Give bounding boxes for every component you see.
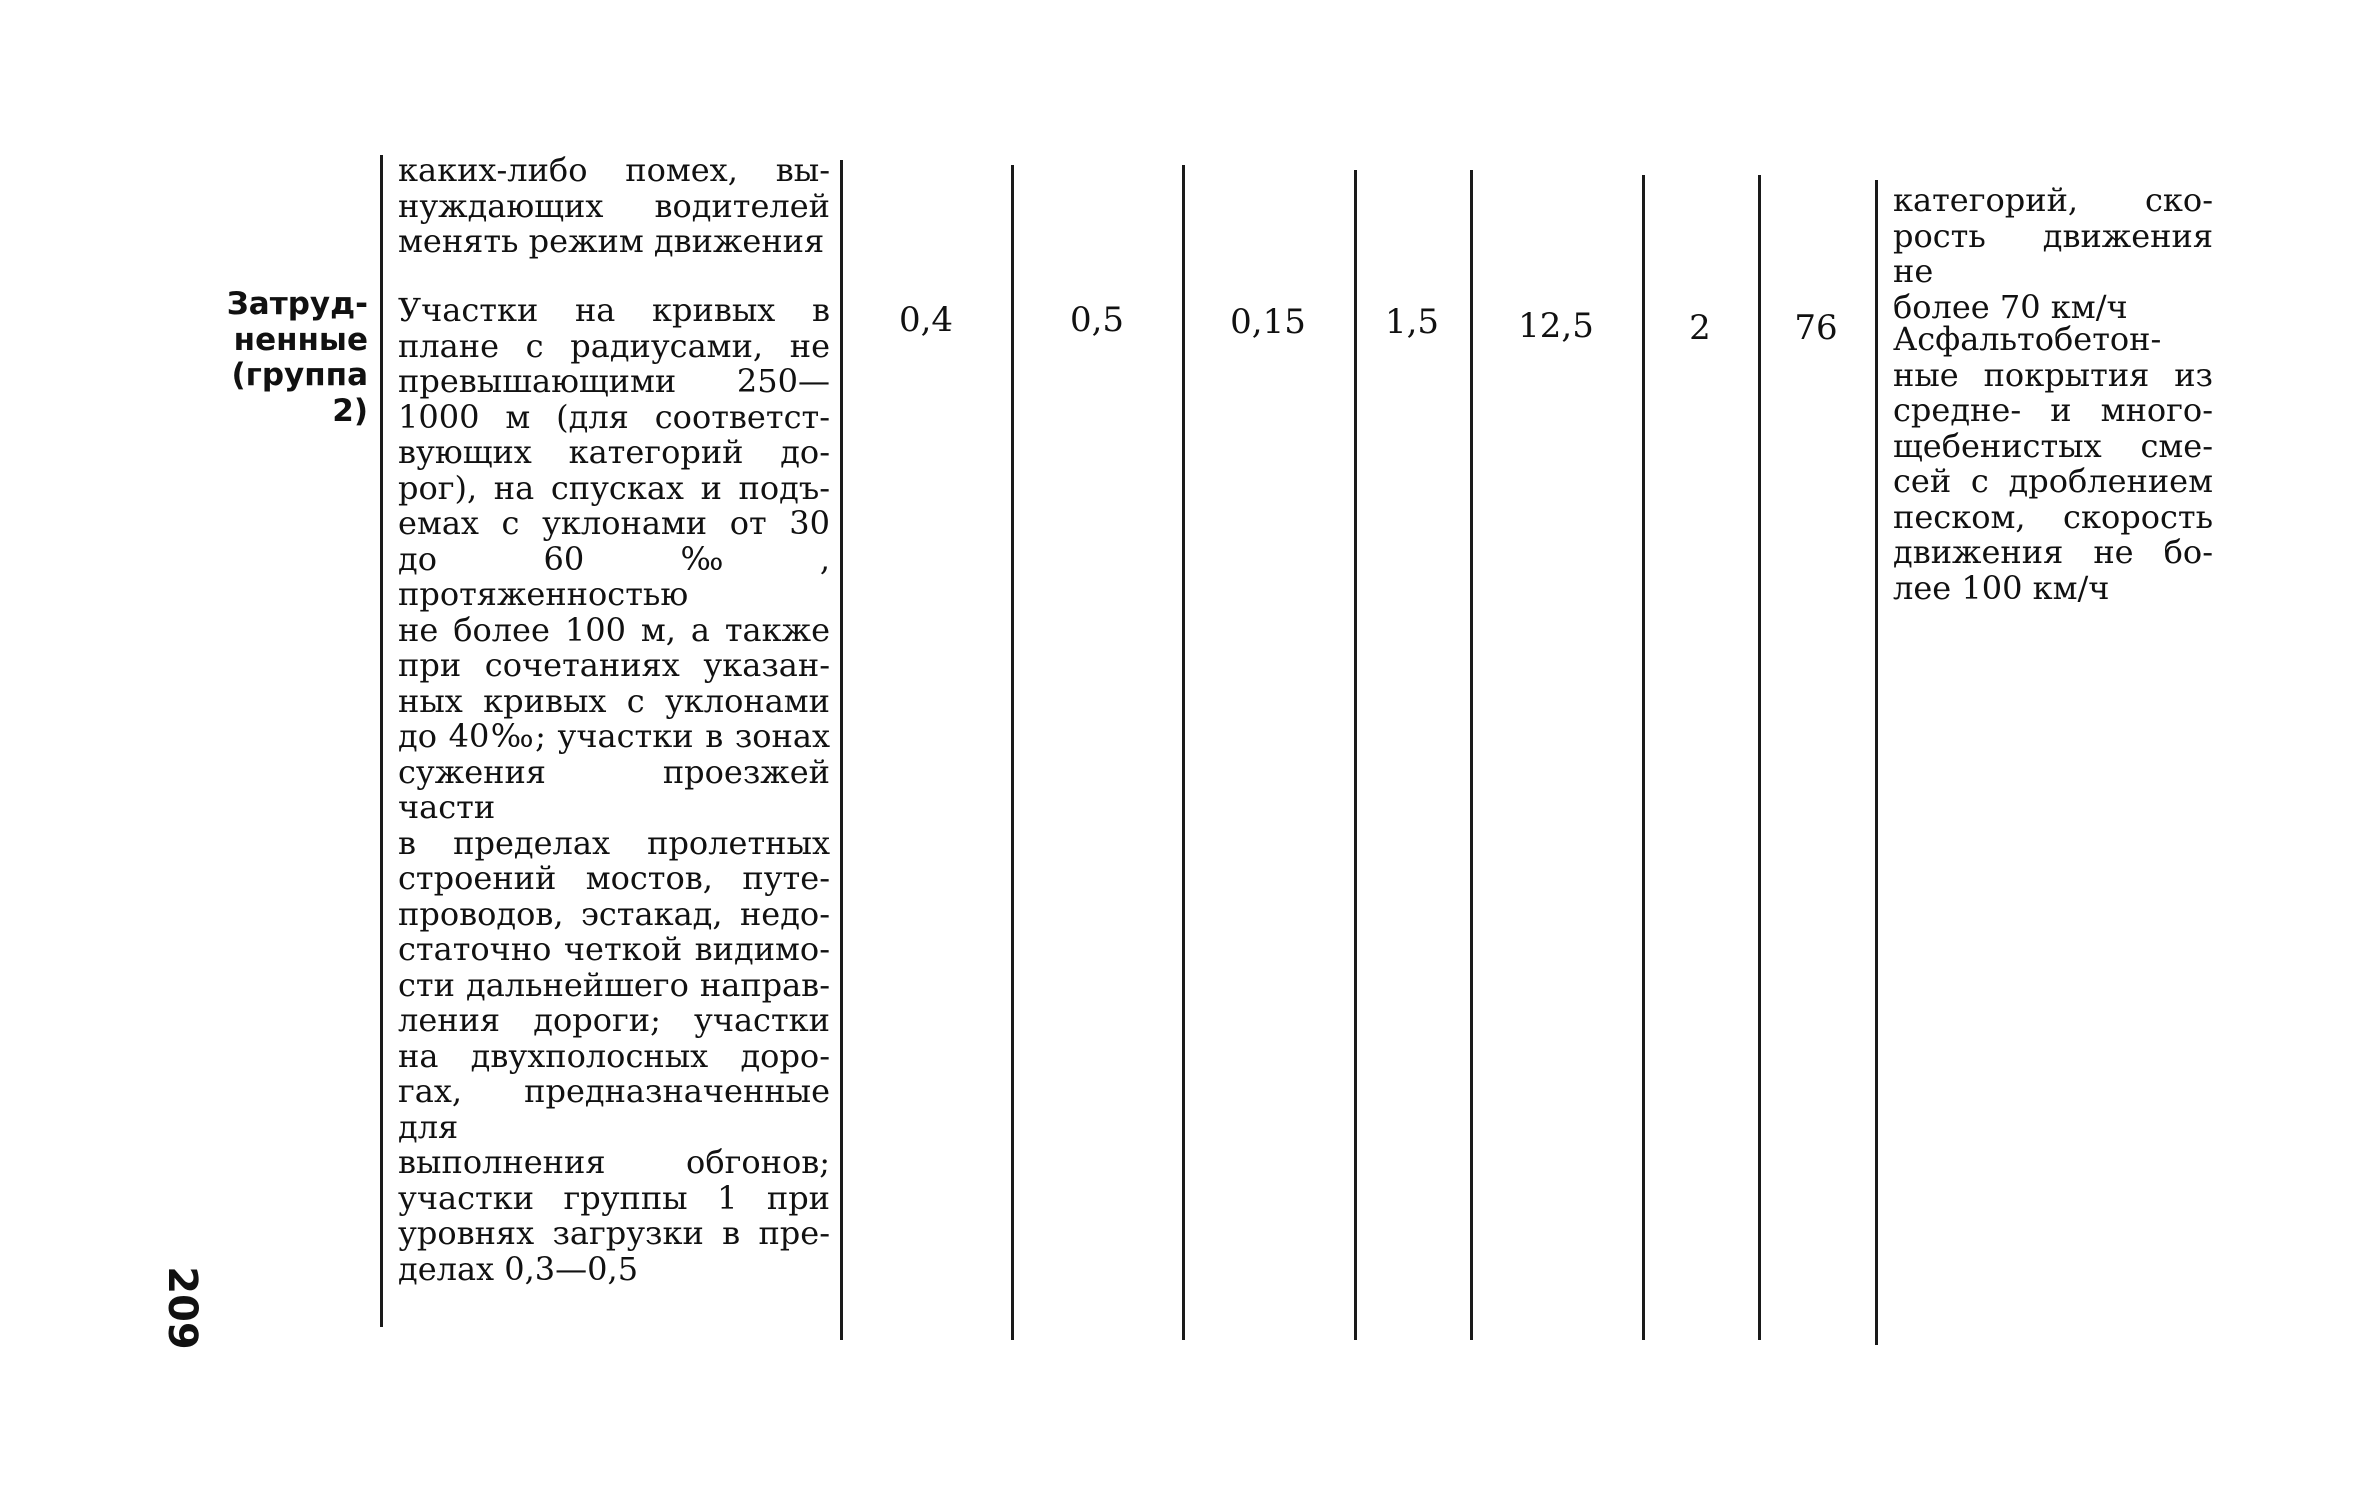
text-line: движения не бо- (1893, 533, 2213, 571)
text-line: на двухполосных доро- (398, 1036, 830, 1075)
value-cell: 2 (1689, 308, 1711, 348)
text-line: щебенистых сме- (1893, 426, 2213, 465)
value-cell: 1,5 (1384, 302, 1440, 342)
text-line: 1000 м (для соответст- (398, 397, 830, 436)
text-line: выполнения обгонов; (398, 1143, 830, 1181)
text-line: песком, скорость (1893, 497, 2213, 536)
text-line: строений мостов, путе- (398, 859, 830, 897)
text-line: гах, предназначенные для (398, 1072, 830, 1146)
description-paragraph (398, 293, 830, 1287)
column-rule (1875, 180, 1878, 1345)
text-line: в пределах пролетных (398, 823, 830, 862)
column-rule (840, 160, 843, 1340)
text-line: нуждающих водителей (398, 186, 830, 225)
text-line: категорий, ско- (1893, 181, 2213, 219)
text-line: делах 0,3—0,5 (398, 1249, 639, 1288)
text-line: превышающими 250— (398, 362, 830, 400)
value-cell: 0,15 (1230, 302, 1306, 342)
text-line: ных кривых с уклонами (398, 681, 830, 720)
text-line: Асфальтобетон- (1893, 320, 2162, 358)
text-line: до 40‰; участки в зонах (398, 717, 830, 755)
page-number: 209 (158, 1266, 205, 1350)
text-line: не более 100 м, а также (398, 610, 830, 649)
text-line: сти дальнейшего направ- (398, 965, 830, 1004)
text-line: средне- и много- (1893, 391, 2213, 429)
text-line: уровнях загрузки в пре- (398, 1214, 830, 1252)
group-label-line: Затруд- (226, 286, 368, 322)
text-line: менять режим движения (398, 222, 825, 260)
text-line: сей с дроблением (1893, 462, 2213, 500)
value-cell: 0,4 (898, 300, 954, 340)
group-label-line: ненные (233, 321, 368, 358)
text-line: ления дороги; участки (398, 1001, 830, 1039)
group-label-line: (группа (231, 357, 368, 393)
column-rule (1642, 175, 1645, 1340)
text-line: рость движения не (1893, 216, 2213, 290)
text-line: каких-либо помех, вы- (398, 151, 830, 189)
column-rule (380, 155, 383, 1327)
coverage-continuation (1893, 183, 2213, 325)
text-line: вующих категорий до- (398, 433, 830, 471)
text-line: сужения проезжей части (398, 752, 830, 826)
coverage-paragraph (1893, 322, 2213, 606)
text-line: Участки на кривых в (398, 291, 830, 329)
text-line: емах с уклонами от 30 (398, 504, 830, 542)
value-cell: 76 (1794, 308, 1838, 348)
description-continuation (398, 153, 830, 260)
text-line: рог), на спусках и подъ- (398, 468, 830, 507)
text-line: проводов, эстакад, недо- (398, 894, 830, 933)
text-line: более 70 км/ч (1893, 287, 2128, 326)
value-cell: 0,5 (1069, 300, 1125, 340)
column-rule (1758, 175, 1761, 1340)
column-rule (1011, 165, 1014, 1340)
group-label (218, 287, 368, 429)
text-line: плане с радиусами, не (398, 326, 830, 365)
group-label-line: 2) (332, 392, 368, 429)
text-line: до 60‰, протяженностью (398, 539, 830, 613)
text-line: при сочетаниях указан- (398, 646, 830, 684)
column-rule (1470, 170, 1473, 1340)
text-line: участки группы 1 при (398, 1178, 830, 1217)
text-line: статочно четкой видимо- (398, 930, 830, 968)
text-line: лее 100 км/ч (1893, 568, 2110, 607)
text-line: ные покрытия из (1893, 355, 2213, 394)
column-rule (1354, 170, 1357, 1340)
column-rule (1182, 165, 1185, 1340)
value-cell: 12,5 (1518, 306, 1594, 346)
